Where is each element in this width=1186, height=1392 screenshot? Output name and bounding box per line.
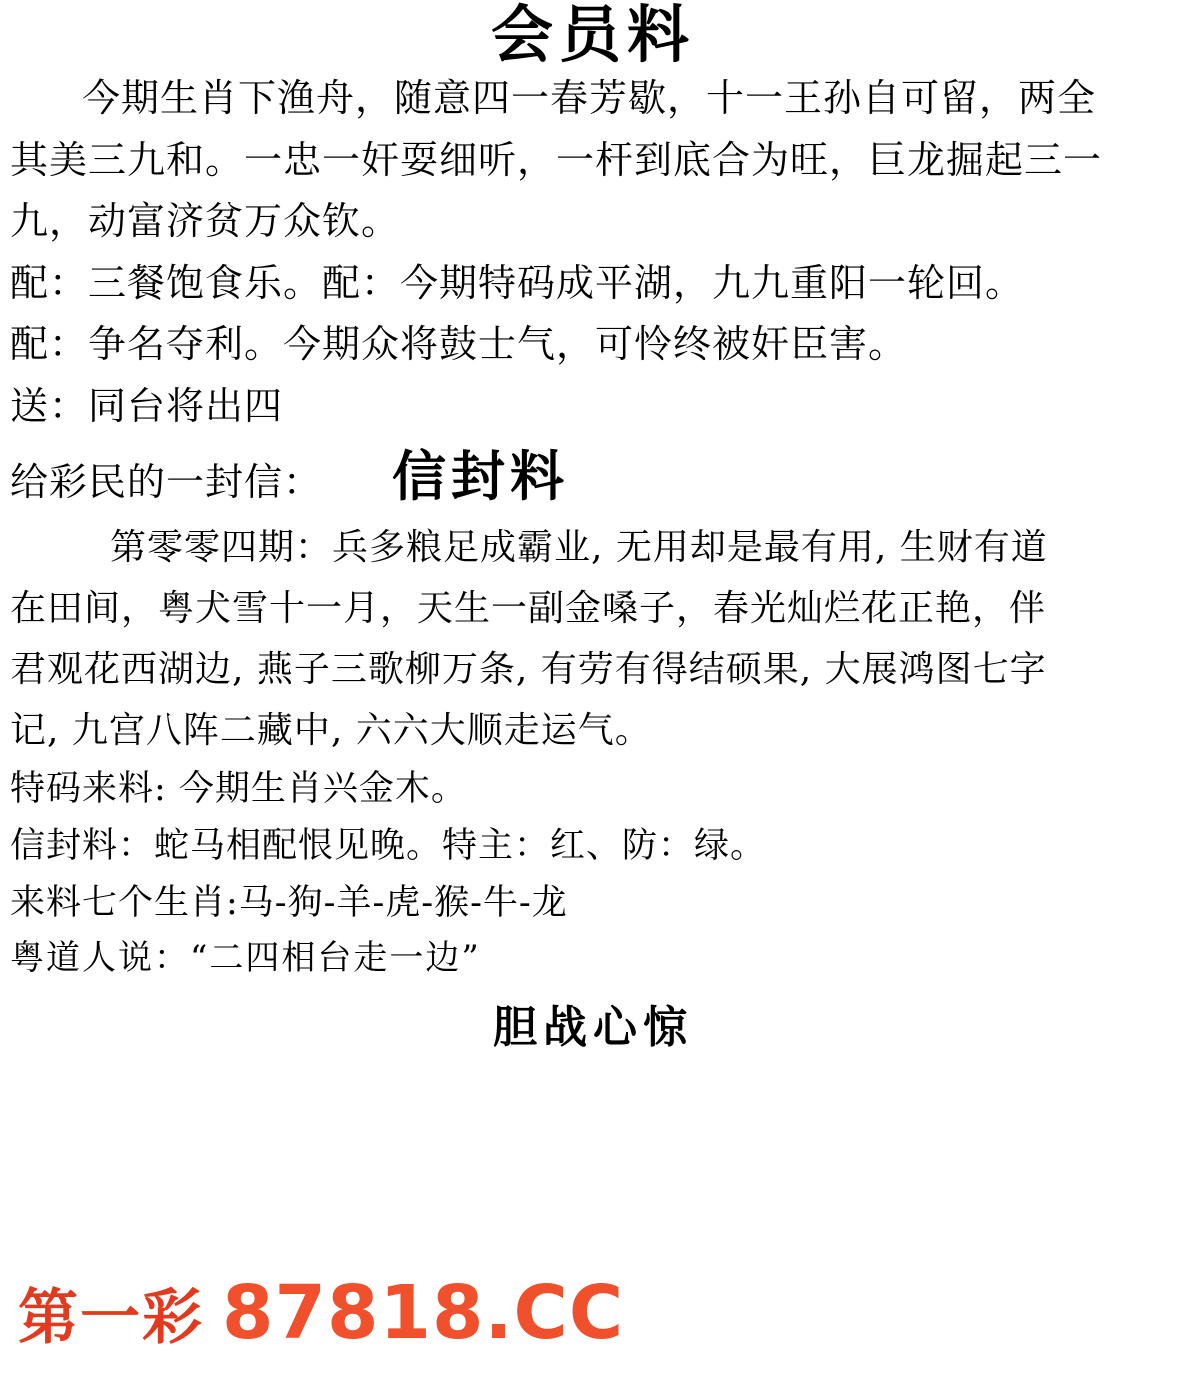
spacer [10,507,1176,517]
zodiac-list-line: 来料七个生肖:马-狗-羊-虎-猴-牛-龙 [10,882,568,923]
issue-line-2: 在田间，粤犬雪十一月，天生一副金嗓子，春光灿烂花正艳，伴 [10,587,1047,629]
poem-line-2: 其美三九和。一忠一奸耍细听，一杆到底合为旺，巨龙掘起三一 [10,137,1103,182]
saying-line: 粤道人说：“二四相台走一边” [10,938,481,979]
special-code-line: 特码来料: 今期生肖兴金木。 [10,769,467,810]
watermark-brand: 第一彩 [18,1283,204,1353]
envelope-material-line: 信封料：蛇马相配恨见晚。特主：红、防：绿。 [10,826,767,867]
letter-label: 给彩民的一封信： [10,460,323,505]
issue-line-4: 记, 九宫八阵二藏中, 六六大顺走运气。 [10,710,652,752]
letter-heading-row [10,444,1176,509]
bottom-phrase: 胆战心惊 [493,1001,693,1053]
issue-line-3: 君观花西湖边, 燕子三歌柳万条, 有劳有得结硕果, 大展鸿图七字 [10,649,1047,691]
pair-line-1: 配：三餐饱食乐。配：今期特码成平湖，九九重阳一轮回。 [10,260,1025,305]
poem-line-3: 九，动富济贫万众钦。 [10,199,401,244]
watermark [18,1270,624,1356]
issue-line-1: 第零零四期：兵多粮足成霸业, 无用却是最有用, 生财有道 [110,526,1048,568]
section-title: 信封料 [392,444,570,509]
poem-line-1: 今期生肖下渔舟，随意四一春芳歇，十一王孙自可留，两全 [82,76,1097,120]
pair-line-3: 送：同台将出四 [10,383,284,428]
spacer [10,437,1176,447]
pair-line-2: 配：争名夺利。今期众将鼓士气，可怜终被奸臣害。 [10,322,908,367]
watermark-url: 87818.CC [222,1270,625,1356]
page-title: 会员料 [490,0,695,71]
